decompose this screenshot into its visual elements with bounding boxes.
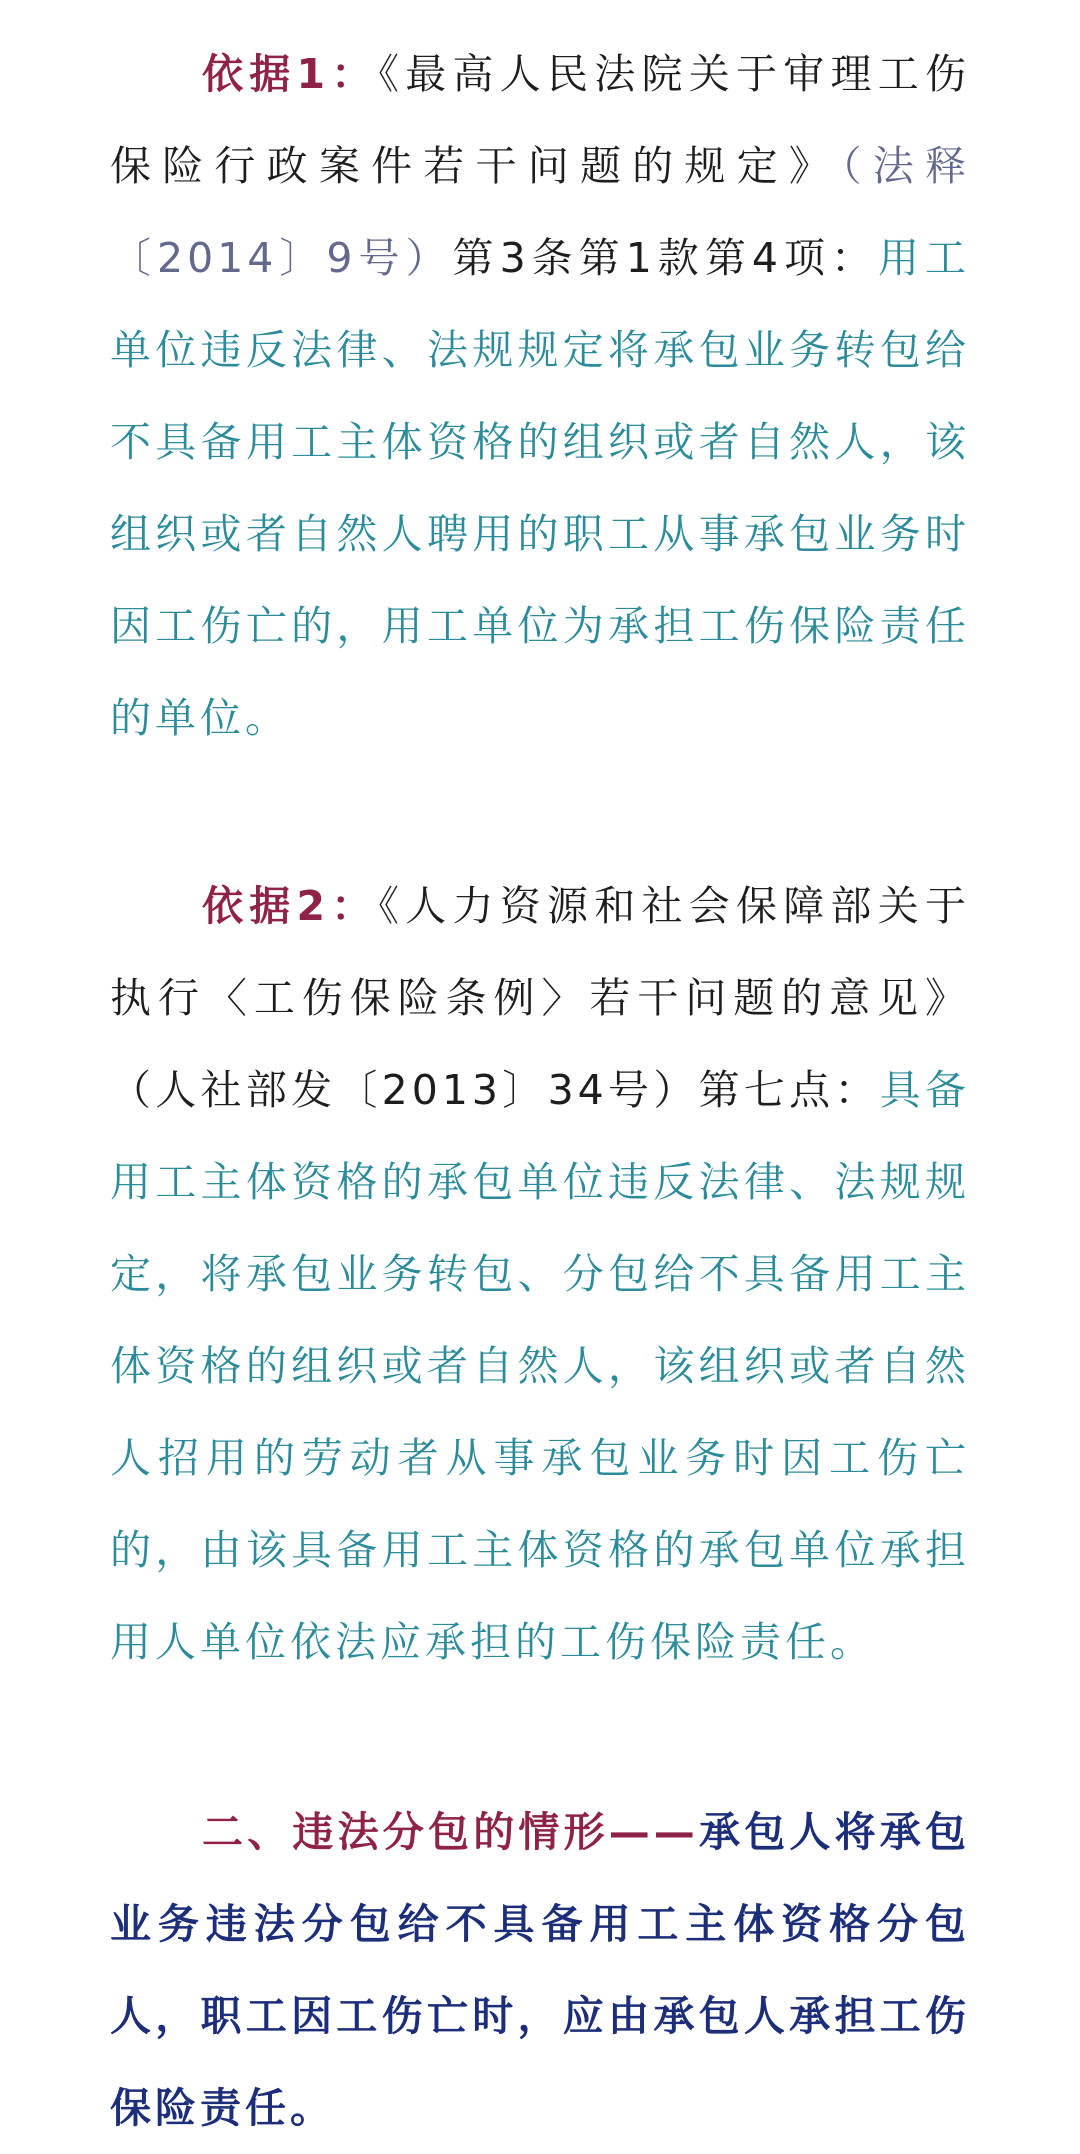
article-body <box>110 28 970 2154</box>
basis2-label: 依据2： <box>202 882 379 930</box>
basis1-paragraph <box>110 28 970 764</box>
basis1-quote: 用工单位违反法律、法规规定将承包业务转包给不具备用工主体资格的组织或者自然人，该组织或者自然人聘用的职工从事承包业务时因工伤亡的，用工单位为承担工伤保险责任的单位。 <box>110 234 971 742</box>
basis2-title: 《人力资源和社会保障部关于执行〈工伤保险条例〉若干问题的意见》 <box>110 882 971 1022</box>
section2-heading: 二、违法分包的情形—— <box>202 1808 699 1856</box>
section2-paragraph <box>110 1786 970 2154</box>
basis2-paragraph <box>110 860 970 1688</box>
basis2-clause: 第七点： <box>698 1066 880 1114</box>
basis2-quote: 具备用工主体资格的承包单位违反法律、法规规定，将承包业务转包、分包给不具备用工主体资格的组织或者自然人，该组织或者自然人招用的劳动者从事承包业务时因工伤亡的，由该具备用工主体资格的承包单位承担用人单位依法应承担的工伤保险责任。 <box>110 1066 971 1666</box>
basis1-clause: 第3条第1款第4项： <box>452 234 878 282</box>
basis1-title: 《最高人民法院关于审理工伤保险行政案件若干问题的规定》 <box>110 50 971 190</box>
section2-body: 承包人将承包业务违法分包给不具备用工主体资格分包人，职工因工伤亡时，应由承包人承担工伤保险责任。 <box>110 1808 971 2132</box>
basis1-doc-number: （法释〔2014〕9号） <box>110 142 970 282</box>
basis2-doc-number: （人社部发〔2013〕34号） <box>110 1066 699 1114</box>
basis1-label: 依据1： <box>202 50 379 98</box>
